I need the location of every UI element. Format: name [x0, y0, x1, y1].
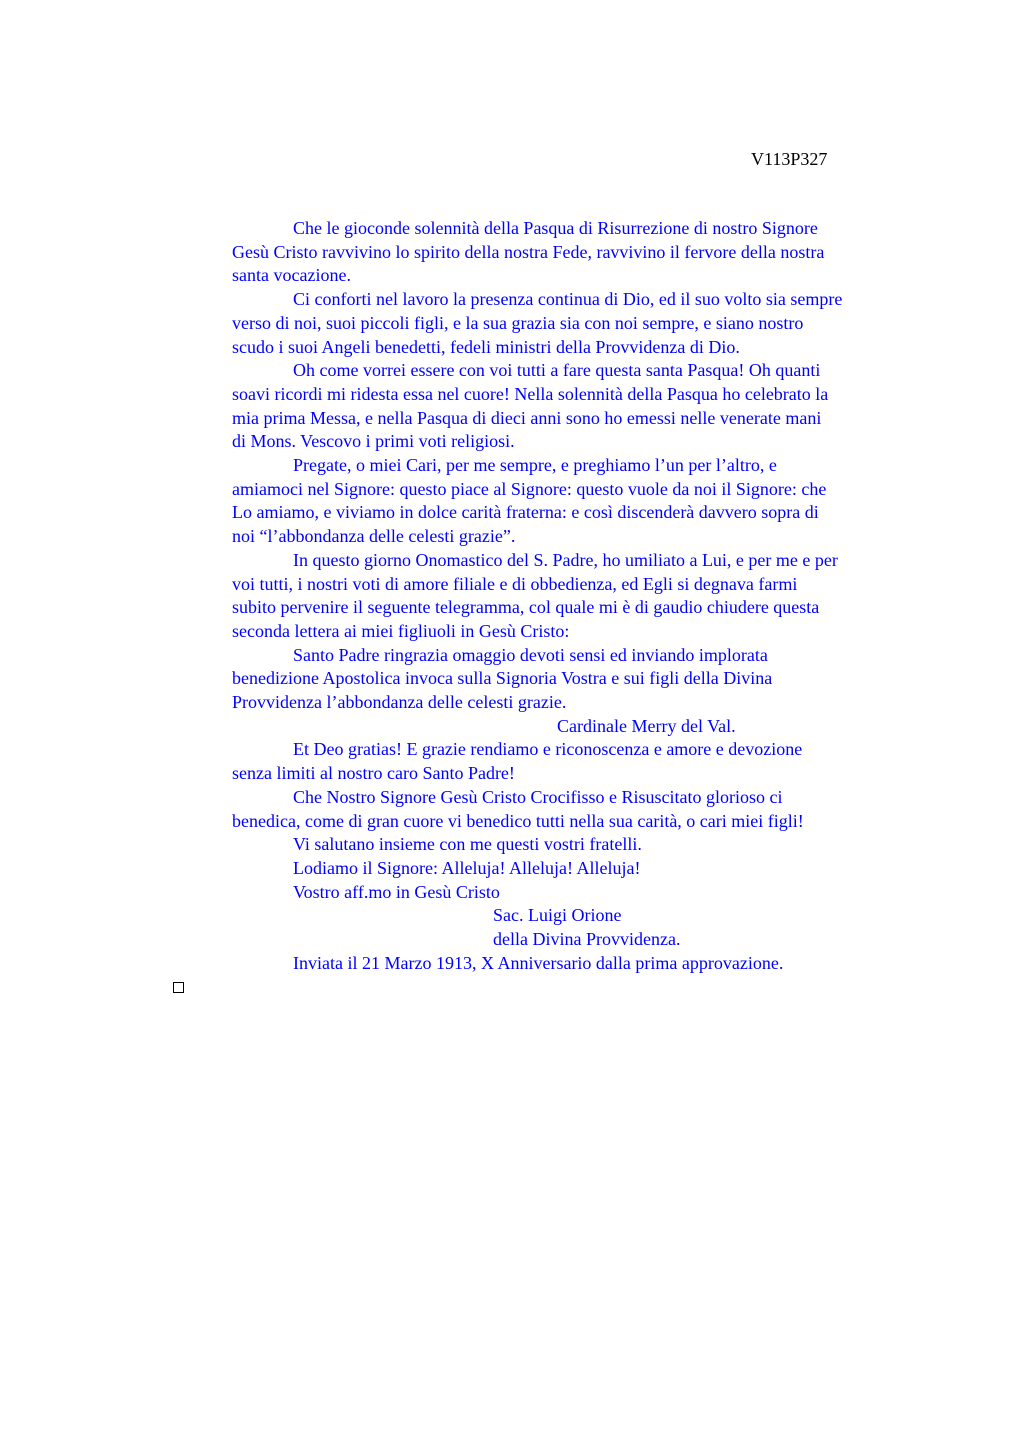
text-line: di Mons. Vescovo i primi voti religiosi. — [232, 431, 515, 452]
date-line: Inviata il 21 Marzo 1913, X Anniversario dalla prima approvazione. — [293, 952, 784, 973]
signature-title: della Divina Provvidenza. — [493, 929, 681, 950]
telegram-signature: Cardinale Merry del Val. — [557, 715, 736, 736]
text-line: Et Deo gratias! E grazie rendiamo e riconoscenza e amore e devozione — [293, 739, 803, 760]
text-line: Gesù Cristo ravvivino lo spirito della nostra Fede, ravvivino il fervore della nostra — [232, 241, 825, 262]
text-line: Lodiamo il Signore: Alleluja! Alleluja! Alleluja! — [293, 857, 641, 878]
text-line: Che Nostro Signore Gesù Cristo Crocifisso e Risuscitato glorioso ci — [293, 786, 783, 807]
text-line: In questo giorno Onomastico del S. Padre, ho umiliato a Lui, e per me e per — [293, 549, 838, 570]
page-reference: V113P327 — [751, 149, 828, 169]
telegram-line: Santo Padre ringrazia omaggio devoti sensi ed inviando implorata — [293, 644, 768, 665]
text-line: subito pervenire il seguente telegramma, col quale mi è di gaudio chiudere questa — [232, 597, 820, 618]
text-line: amiamoci nel Signore: questo piace al Signore: questo vuole da noi il Signore: che — [232, 478, 827, 499]
text-line: voi tutti, i nostri voti di amore filiale e di obbedienza, ed Egli si degnava farmi — [232, 573, 798, 594]
telegram-line: Provvidenza l’abbondanza delle celesti grazie. — [232, 692, 567, 713]
text-line: noi “l’abbondanza delle celesti grazie”. — [232, 526, 516, 547]
letter-body — [232, 217, 932, 976]
text-line: Che le gioconde solennità della Pasqua di Risurrezione di nostro Signore — [293, 218, 818, 238]
text-line: Ci conforti nel lavoro la presenza continua di Dio, ed il suo volto sia sempre — [293, 289, 843, 310]
text-line: Lo amiamo, e viviamo in dolce carità fraterna: e così discenderà davvero sopra di — [232, 502, 819, 523]
text-line: Pregate, o miei Cari, per me sempre, e preghiamo l’un per l’altro, e — [293, 455, 777, 476]
text-line: verso di noi, suoi piccoli figli, e la sua grazia sia con noi sempre, e siano nostro — [232, 312, 804, 333]
text-line: benedica, come di gran cuore vi benedico tutti nella sua carità, o cari miei figli! — [232, 810, 804, 831]
text-line: soavi ricordi mi ridesta essa nel cuore! Nella solennità della Pasqua ho celebrato la — [232, 383, 829, 404]
closing-line: Vostro aff.mo in Gesù Cristo — [293, 881, 500, 902]
text-line: Vi salutano insieme con me questi vostri fratelli. — [293, 834, 642, 855]
signature-name: Sac. Luigi Orione — [493, 905, 622, 926]
text-line: seconda lettera ai miei figliuoli in Gesù Cristo: — [232, 620, 570, 641]
text-line: santa vocazione. — [232, 265, 351, 286]
text-line: mia prima Messa, e nella Pasqua di dieci anni sono ho emessi nelle venerate mani — [232, 407, 822, 428]
telegram-line: benedizione Apostolica invoca sulla Signoria Vostra e sui figli della Divina — [232, 668, 773, 689]
checkbox[interactable] — [173, 982, 184, 993]
text-line: senza limiti al nostro caro Santo Padre! — [232, 763, 515, 784]
text-line: scudo i suoi Angeli benedetti, fedeli ministri della Provvidenza di Dio. — [232, 336, 740, 357]
text-line: Oh come vorrei essere con voi tutti a fare questa santa Pasqua! Oh quanti — [293, 360, 821, 381]
